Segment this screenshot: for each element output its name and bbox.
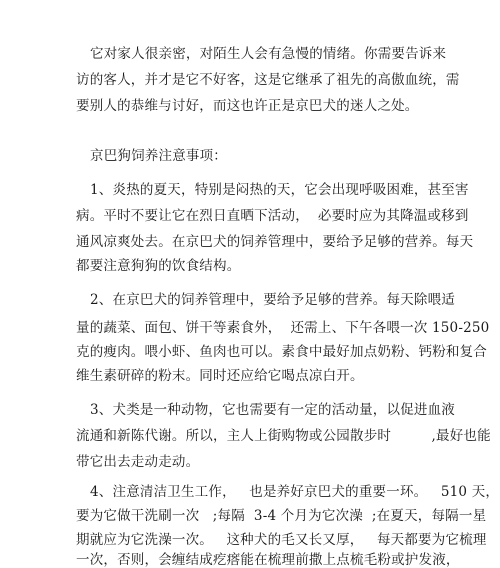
item-4-line-2: 要为它做干洗刷一次 ;每隔 3-4 个月为它次澡 ;在夏天，每隔一星 [76,508,487,524]
item-3-line-3: 带它出去走动走动。 [76,454,200,470]
item-2-line-1: 2、在京巴犬的饲养管理中，要给予足够的营养。每天除喂适 [90,292,455,308]
paragraph-1-line-2: 访的客人，并才是它不好客，这是它继承了祖先的高傲血统，需 [76,72,460,88]
section-heading: 京巴狗饲养注意事项： [90,148,227,164]
item-3-line-2: 流通和新陈代谢。所以，主人上街购物或公园散步时 ,最好也能 [76,428,491,444]
item-4-line-1: 4、注意清洁卫生工作， 也是养好京巴犬的重要一环。 510 天， [90,484,500,500]
item-2-line-4: 维生素研碎的粉末。同时还应给它喝点凉白开。 [76,368,364,384]
item-1-line-2: 病。平时不要让它在烈日直晒下活动， 必要时应为其降温或移到 [76,208,469,224]
item-2-line-2: 量的蔬菜、面包、饼干等素食外， 还需上、下午各喂一次 150-250 [76,320,490,336]
item-1-line-3: 通风凉爽处去。在京巴犬的饲养管理中，要给予足够的营养。每天 [76,234,474,250]
item-4-line-3: 期就应为它洗澡一次。 这种犬的毛又长又厚， 每天都要为它梳理 [76,532,487,548]
item-1-line-1: 1、炎热的夏天，特别是闷热的天，它会出现呼吸困难，甚至害 [90,182,469,198]
paragraph-1-line-3: 要别人的恭维与讨好，而这也许正是京巴犬的迷人之处。 [76,98,419,114]
item-4-line-4: 一次，否则，会缠结成疙瘩能在梳理前撒上点梳毛粉或护发液， [76,552,460,568]
item-3-line-1: 3、犬类是一种动物，它也需要有一定的活动量，以促进血液 [90,402,455,418]
item-2-line-3: 克的瘦肉。喂小虾、鱼肉也可以。素食中最好加点奶粉、钙粉和复合 [76,344,487,360]
paragraph-1-line-1: 它对家人很亲密，对陌生人会有急慢的情绪。你需要告诉来 [90,46,447,62]
item-1-line-4: 都要注意狗狗的饮食结构。 [76,258,241,274]
